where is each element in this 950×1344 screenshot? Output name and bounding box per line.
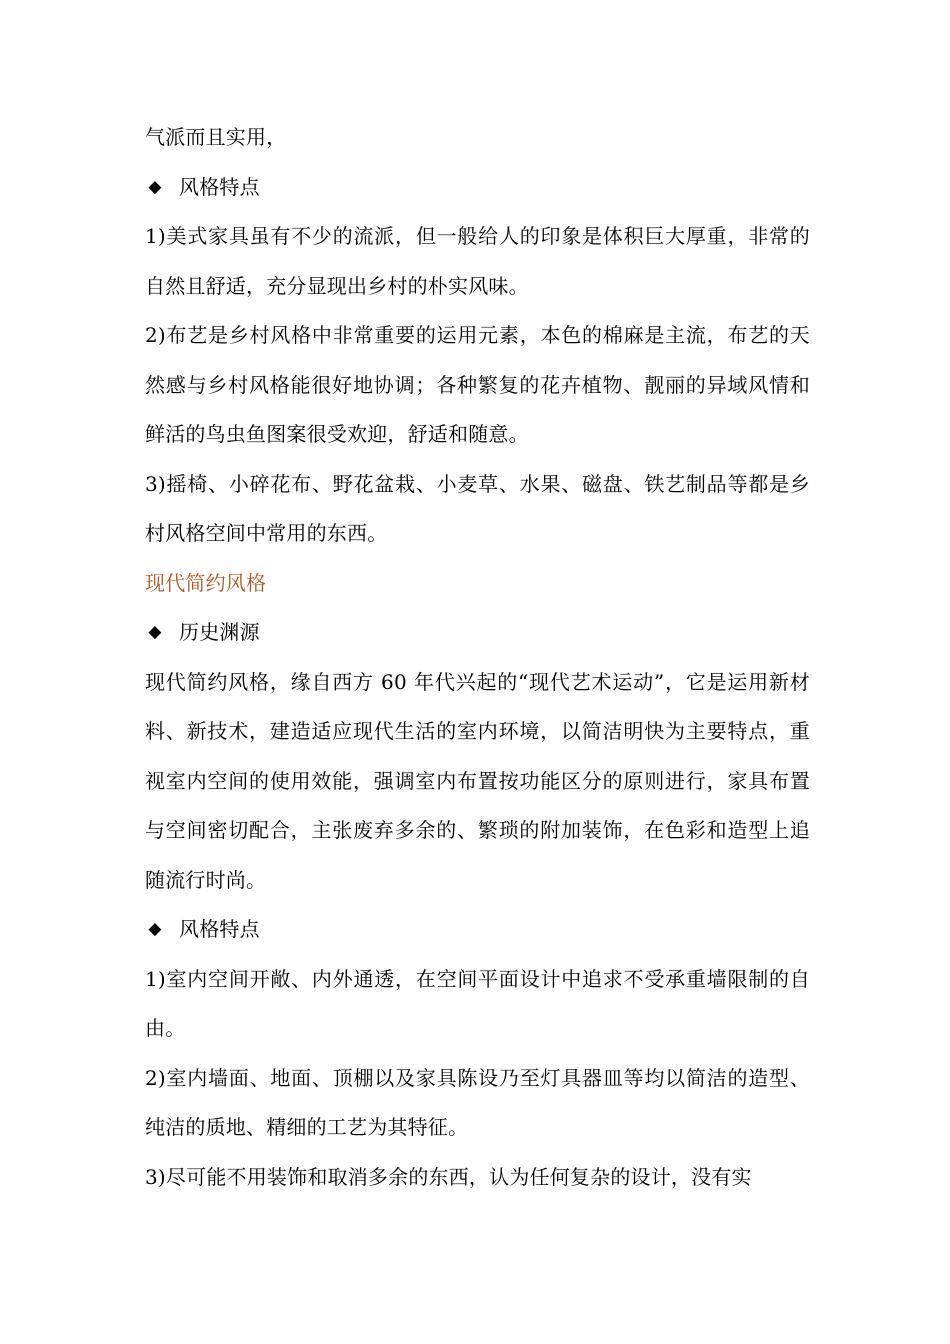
section-heading-modern-minimalist: 现代简约风格: [145, 570, 267, 595]
body-paragraph: 3)摇椅、小碎花布、野花盆栽、小麦草、水果、磁盘、铁艺制品等都是乡村风格空间中常用的东西。: [145, 471, 810, 545]
body-paragraph: 2)布艺是乡村风格中非常重要的运用元素，本色的棉麻是主流，布艺的天然感与乡村风格能很好地协调；各种繁复的花卉植物、靓丽的异域风情和鲜活的鸟虫鱼图案很受欢迎，舒适和随意。: [145, 323, 810, 446]
body-paragraph: 1)室内空间开敞、内外通透，在空间平面设计中追求不受承重墙限制的自由。: [145, 966, 810, 1040]
document-body: [145, 113, 810, 1202]
diamond-bullet-icon: ◆: [148, 919, 162, 939]
body-paragraph: 2)室内墙面、地面、顶棚以及家具陈设乃至灯具器皿等均以简洁的造型、纯洁的质地、精细的工艺为其特征。: [145, 1065, 810, 1139]
body-paragraph: 气派而且实用，: [145, 125, 287, 149]
bullet-heading-text: 风格特点: [179, 174, 260, 199]
diamond-bullet-icon: ◆: [148, 622, 162, 642]
bullet-heading-style-features: [145, 163, 810, 213]
body-paragraph: 现代简约风格，缘自西方 60 年代兴起的“现代艺术运动”，它是运用新材料、新技术，建造适应现代生活的室内环境，以简洁明快为主要特点，重视室内空间的使用效能，强调室内布置按功能区分的原则进行，家具布置与空间密切配合，主张废弃多余的、繁琐的附加装饰，在色彩和造型上追随流行时尚。: [145, 669, 810, 892]
body-paragraph: 3)尽可能不用装饰和取消多余的东西，认为任何复杂的设计，没有实: [145, 1164, 752, 1189]
bullet-heading-text: 历史渊源: [179, 620, 260, 644]
bullet-heading-style-features: [145, 905, 810, 955]
bullet-heading-history: [145, 608, 810, 658]
body-paragraph: 1)美式家具虽有不少的流派，但一般给人的印象是体积巨大厚重，非常的自然且舒适，充分显现出乡村的朴实风味。: [145, 224, 810, 298]
bullet-heading-text: 风格特点: [179, 917, 260, 941]
diamond-bullet-icon: ◆: [148, 176, 162, 197]
